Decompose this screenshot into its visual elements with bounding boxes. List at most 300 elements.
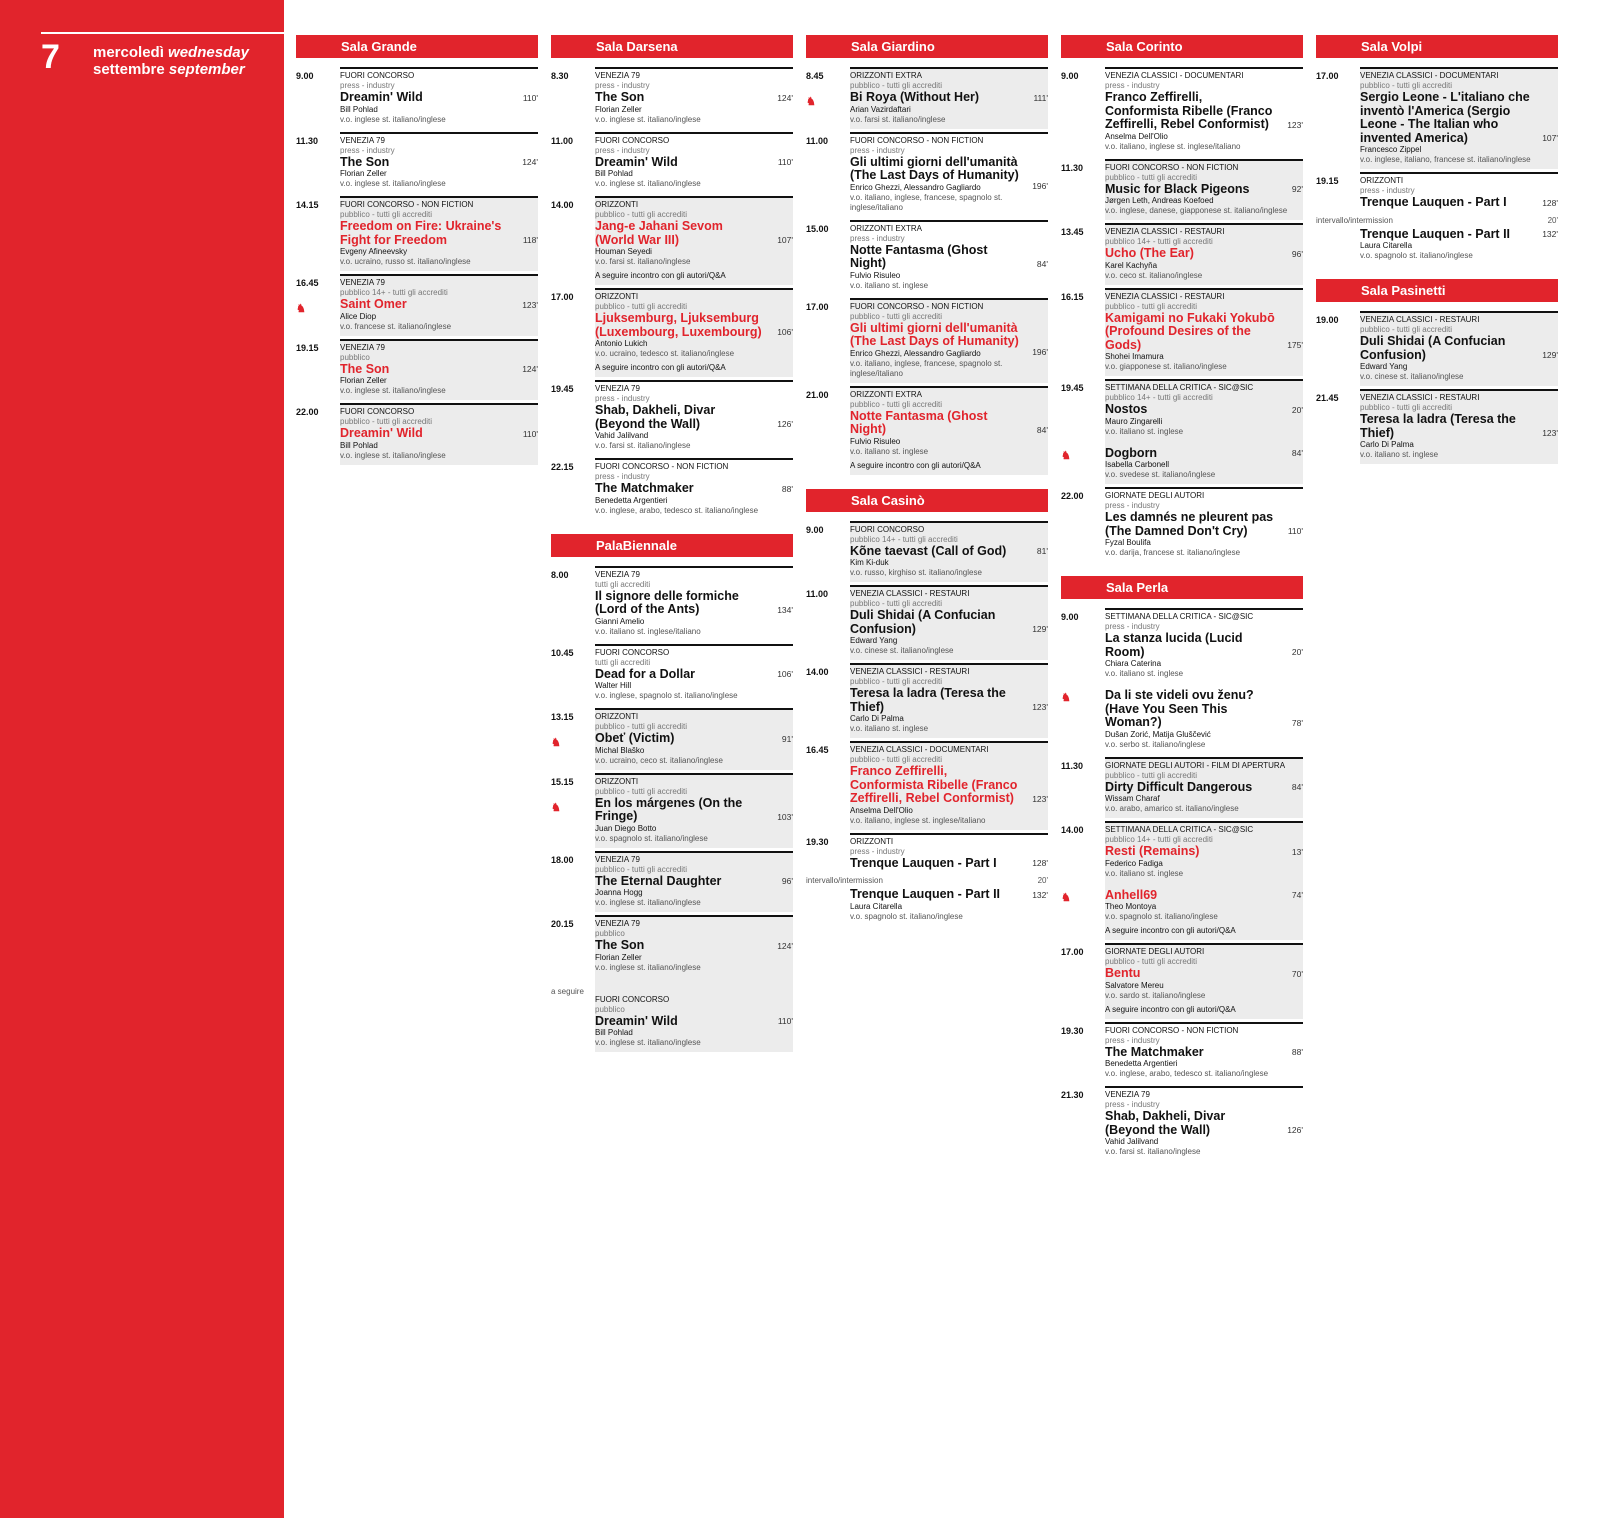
film-duration: 74' xyxy=(1291,890,1303,900)
film-language: v.o. italiano, inglese st. inglese/italiano xyxy=(1105,141,1241,151)
film-language: v.o. italiano st. inglese xyxy=(850,280,929,290)
film-director: Isabella Carbonell xyxy=(1105,460,1170,469)
screening-time: 11.30 xyxy=(1061,162,1084,173)
screening-time: 9.00 xyxy=(1061,612,1079,622)
film-duration: 196' xyxy=(1032,180,1048,191)
screening-time: 22.15 xyxy=(551,462,574,472)
film-title[interactable]: Dreamin' Wild xyxy=(595,154,678,169)
film-director: Florian Zeller xyxy=(340,169,387,178)
film-duration: 123' xyxy=(1032,793,1048,804)
venue-header: Sala Casinò xyxy=(806,489,1048,512)
film-language: v.o. farsi st. italiano/inglese xyxy=(595,257,691,266)
film-title[interactable]: Duli Shidai (A Confucian Confusion) xyxy=(850,608,996,636)
screening-time: 21.30 xyxy=(1061,1090,1084,1100)
screening[interactable] xyxy=(1061,288,1303,377)
screening[interactable] xyxy=(806,132,1048,217)
film-title[interactable]: Dreamin' Wild xyxy=(595,1013,678,1028)
screening-body xyxy=(595,773,793,848)
film-language: v.o. cinese st. italiano/inglese xyxy=(1360,372,1464,381)
venue-block xyxy=(1316,35,1558,265)
leone-icon: ♞ xyxy=(1061,449,1071,462)
screening-time: 17.00 xyxy=(1316,71,1339,81)
film-language: v.o. farsi st. italiano/inglese xyxy=(595,441,691,450)
screening-time: 8.30 xyxy=(551,71,569,81)
screening-time: 8.45 xyxy=(806,71,824,81)
film-title[interactable]: Ljuksemburg, Ljuksemburg (Luxembourg, Luxembourg) xyxy=(595,311,762,339)
screening[interactable] xyxy=(296,274,538,336)
screening[interactable] xyxy=(806,585,1048,660)
screening-body xyxy=(1105,757,1303,819)
section-label: FUORI CONCORSO - NON FICTION xyxy=(340,200,474,209)
access-label: tutti gli accrediti xyxy=(595,657,651,667)
screening[interactable] xyxy=(1316,389,1558,464)
film-title[interactable]: Trenque Lauquen - Part II xyxy=(1360,226,1511,241)
film-duration: 111' xyxy=(1033,92,1048,103)
film-title[interactable]: La stanza lucida (Lucid Room) xyxy=(1105,631,1243,659)
section-label: VENEZIA 79 xyxy=(595,384,640,393)
film-title[interactable]: Dreamin' Wild xyxy=(340,90,423,104)
screening[interactable] xyxy=(1316,311,1558,386)
screening[interactable] xyxy=(1316,67,1558,169)
screening-body xyxy=(595,288,793,377)
film-title[interactable]: Kõne taevast (Call of God) xyxy=(850,543,1007,558)
venue-block xyxy=(296,35,538,465)
film-director: Kim Ki-duk xyxy=(850,558,889,567)
film-language: v.o. italiano st. inglese xyxy=(1360,450,1439,459)
screening-time: 19.15 xyxy=(296,342,319,353)
screening[interactable] xyxy=(1061,943,1303,1019)
film-director: Chiara Caterina xyxy=(1105,659,1162,668)
film-language: v.o. spagnolo st. italiano/inglese xyxy=(850,911,963,921)
film-duration: 124' xyxy=(522,157,538,167)
screening[interactable] xyxy=(296,403,538,465)
film-title[interactable]: Kamigami no Fukaki Yokubō (Profound Desires of the Gods) xyxy=(1105,310,1275,352)
screening[interactable] xyxy=(296,132,538,194)
film-language: v.o. inglese st. italiano/inglese xyxy=(340,450,446,460)
film-title[interactable]: Dirty Difficult Dangerous xyxy=(1105,779,1253,794)
screening-body xyxy=(595,380,793,455)
screening-time: 13.15 xyxy=(551,712,574,722)
film-language: v.o. inglese st. italiano/inglese xyxy=(595,114,701,124)
intermission-duration: 20' xyxy=(1037,876,1048,885)
film-title[interactable]: Trenque Lauquen - Part II xyxy=(850,887,1001,901)
film-language: v.o. francese st. italiano/inglese xyxy=(340,321,452,331)
film-director: Florian Zeller xyxy=(595,952,642,962)
film-director: Enrico Ghezzi, Alessandro Gagliardo xyxy=(850,348,981,358)
film-language: v.o. farsi st. italiano/inglese xyxy=(850,114,946,124)
film-duration: 123' xyxy=(522,299,538,310)
film-title[interactable]: Duli Shidai (A Confucian Confusion) xyxy=(1360,334,1506,362)
film-entry xyxy=(551,986,793,1049)
intermission xyxy=(806,876,1048,885)
film-language: v.o. farsi st. italiano/inglese xyxy=(1105,1147,1201,1156)
screening-note: A seguire incontro con gli autori/Q&A xyxy=(595,363,726,372)
access-label: pubblico - tutti gli accrediti xyxy=(850,81,943,90)
screening[interactable] xyxy=(551,708,793,770)
film-title[interactable]: Saint Omer xyxy=(340,297,407,311)
access-label: pubblico - tutti gli accrediti xyxy=(1360,81,1453,90)
film-title[interactable]: Resti (Remains) xyxy=(1105,844,1200,858)
section-label: FUORI CONCORSO xyxy=(595,994,670,1004)
film-duration: 84' xyxy=(1036,258,1048,269)
film-entry xyxy=(595,590,793,637)
screening-time: 10.45 xyxy=(551,647,574,658)
film-language: v.o. inglese st. italiano/inglese xyxy=(340,114,446,124)
screening[interactable] xyxy=(1316,172,1558,265)
screening[interactable] xyxy=(551,566,793,641)
film-entry xyxy=(1360,413,1558,460)
film-duration: 123' xyxy=(1287,119,1303,130)
film-title[interactable]: The Son xyxy=(340,154,390,169)
screening[interactable] xyxy=(296,196,538,271)
screening[interactable] xyxy=(551,773,793,848)
film-language: v.o. russo, kirghiso st. italiano/inglese xyxy=(850,568,982,577)
access-label: pubblico - tutti gli accrediti xyxy=(850,399,943,409)
section-label: GIORNATE DEGLI AUTORI xyxy=(1105,947,1205,956)
film-title[interactable]: Sergio Leone - L'italiano che inventò l'America (Sergio Leone - The Italian who invented America) xyxy=(1360,90,1530,145)
film-director: Juan Diego Botto xyxy=(595,823,657,833)
screening-time: 19.30 xyxy=(1061,1025,1084,1036)
film-title[interactable]: Dreamin' Wild xyxy=(340,426,423,440)
film-language: v.o. italiano st. inglese xyxy=(1105,669,1184,678)
access-label: pubblico - tutti gli accrediti xyxy=(850,755,943,764)
film-duration: 110' xyxy=(777,157,793,167)
screening[interactable] xyxy=(1061,1086,1303,1161)
film-director: Gianni Amelio xyxy=(595,616,645,626)
section-label: FUORI CONCORSO - NON FICTION xyxy=(1105,1025,1239,1035)
screening-body xyxy=(595,851,793,913)
screening[interactable] xyxy=(551,196,793,285)
film-title[interactable]: The Son xyxy=(595,90,645,104)
film-title[interactable]: Franco Zeffirelli, Conformista Ribelle (Franco Zeffirelli, Rebel Conformist) xyxy=(1105,90,1273,131)
screening[interactable] xyxy=(296,339,538,401)
film-entry xyxy=(850,687,1048,734)
film-entry xyxy=(806,876,1048,922)
screening[interactable] xyxy=(806,298,1048,383)
screening-body xyxy=(1105,67,1303,156)
screening[interactable] xyxy=(1061,757,1303,819)
month-it: settembre xyxy=(93,61,165,78)
screening[interactable] xyxy=(806,741,1048,830)
screening[interactable] xyxy=(551,67,793,129)
film-title[interactable]: The Eternal Daughter xyxy=(595,873,722,888)
film-entry xyxy=(595,220,793,267)
access-label: press - industry xyxy=(340,145,395,155)
film-director: Houman Seyedi xyxy=(595,247,652,256)
screening-time: 21.45 xyxy=(1316,393,1339,403)
screening-time: 15.15 xyxy=(551,776,574,787)
access-label: press - industry xyxy=(1105,501,1160,510)
access-label: pubblico - tutti gli accrediti xyxy=(1360,403,1453,412)
screening[interactable] xyxy=(551,288,793,377)
film-entry xyxy=(1360,91,1558,165)
screening[interactable] xyxy=(1061,379,1303,484)
film-duration: 88' xyxy=(1291,1047,1303,1057)
screening[interactable] xyxy=(1061,487,1303,562)
screening-time: 16.45 xyxy=(806,745,829,755)
access-label: pubblico xyxy=(595,1004,625,1014)
access-label: pubblico - tutti gli accrediti xyxy=(595,722,688,731)
film-title[interactable]: Shab, Dakheli, Divar (Beyond the Wall) xyxy=(1105,1109,1226,1137)
access-label: pubblico 14+ - tutti gli accrediti xyxy=(1105,393,1213,402)
film-title[interactable]: Freedom on Fire: Ukraine's Fight for Freedom xyxy=(340,219,502,247)
film-entry xyxy=(1105,312,1303,373)
film-title[interactable]: The Matchmaker xyxy=(1105,1044,1204,1059)
access-label: pubblico - tutti gli accrediti xyxy=(340,417,433,426)
screening[interactable] xyxy=(1061,821,1303,940)
film-title[interactable]: Les damnés ne pleurent pas (The Damned Don't Cry) xyxy=(1105,510,1274,538)
section-label: FUORI CONCORSO xyxy=(850,524,925,534)
film-title[interactable]: Nostos xyxy=(1105,402,1148,416)
film-director: Shohei Imamura xyxy=(1105,352,1164,361)
section-label: VENEZIA CLASSICI - DOCUMENTARI xyxy=(1360,71,1499,80)
intermission-label: intervallo/intermission xyxy=(1316,215,1393,225)
film-entry xyxy=(340,220,538,267)
film-language: v.o. inglese, arabo, tedesco st. italiano/inglese xyxy=(1105,1069,1269,1078)
screening-time: 19.00 xyxy=(1316,315,1339,325)
access-label: pubblico - tutti gli accrediti xyxy=(1105,301,1198,311)
access-label: press - industry xyxy=(850,145,905,155)
film-entry xyxy=(595,732,793,766)
film-duration: 81' xyxy=(1036,546,1048,556)
section-label: FUORI CONCORSO xyxy=(595,647,670,657)
film-entry xyxy=(850,410,1048,457)
screening[interactable] xyxy=(551,380,793,455)
film-title[interactable]: Gli ultimi giorni dell'umanità (The Last Days of Humanity) xyxy=(850,154,1019,182)
screening[interactable] xyxy=(551,644,793,706)
screening[interactable] xyxy=(551,851,793,913)
day-sidebar xyxy=(0,0,284,1518)
film-title[interactable]: Ucho (The Ear) xyxy=(1105,246,1194,260)
film-title[interactable]: Music for Black Pigeons xyxy=(1105,181,1250,196)
film-duration: 196' xyxy=(1032,346,1048,357)
film-entry xyxy=(850,765,1048,826)
film-entry xyxy=(1105,967,1303,1001)
film-title[interactable]: Shab, Dakheli, Divar (Beyond the Wall) xyxy=(595,403,716,431)
screening-body xyxy=(595,67,793,129)
section-label: GIORNATE DEGLI AUTORI - FILM DI APERTURA xyxy=(1105,760,1286,770)
film-language: v.o. ucraino, tedesco st. italiano/inglese xyxy=(595,349,735,358)
schedule-column xyxy=(806,35,1048,929)
section-label: ORIZZONTI EXTRA xyxy=(850,71,922,80)
film-director: Walter Hill xyxy=(595,681,632,690)
film-duration: 132' xyxy=(1542,229,1558,239)
access-label: pubblico - tutti gli accrediti xyxy=(595,302,688,311)
access-label: pubblico - tutti gli accrediti xyxy=(1105,770,1198,780)
screening-time: 13.45 xyxy=(1061,227,1084,237)
weekday-en: wednesday xyxy=(168,44,249,61)
section-label: VENEZIA 79 xyxy=(340,278,385,287)
film-title[interactable]: Gli ultimi giorni dell'umanità (The Last Days of Humanity) xyxy=(850,320,1019,348)
film-duration: 129' xyxy=(1032,624,1048,634)
screening[interactable] xyxy=(1061,608,1303,754)
screening-time: 20.15 xyxy=(551,919,574,929)
film-title[interactable]: The Matchmaker xyxy=(595,481,694,495)
film-director: Fulvio Risuleo xyxy=(850,270,901,280)
section-label: VENEZIA CLASSICI - RESTAURI xyxy=(1360,393,1480,402)
screening-body xyxy=(850,585,1048,660)
film-language: v.o. italiano, inglese, francese, spagnolo st. inglese/italiano xyxy=(850,192,1003,212)
film-duration: 124' xyxy=(522,364,538,374)
film-duration: 110' xyxy=(522,92,538,103)
section-label: SETTIMANA DELLA CRITICA - SIC@SIC xyxy=(1105,825,1254,834)
schedule-column xyxy=(551,35,793,1055)
film-language: v.o. giapponese st. italiano/inglese xyxy=(1105,362,1227,371)
film-language: v.o. ucraino, russo st. italiano/inglese xyxy=(340,257,471,266)
screening[interactable] xyxy=(296,67,538,129)
section-label: FUORI CONCORSO - NON FICTION xyxy=(850,301,984,311)
film-language: v.o. inglese, danese, giapponese st. italiano/inglese xyxy=(1105,206,1288,215)
section-label: FUORI CONCORSO xyxy=(340,71,415,80)
section-label: FUORI CONCORSO - NON FICTION xyxy=(850,135,984,145)
screening-time: 9.00 xyxy=(296,71,314,81)
section-label: VENEZIA CLASSICI - DOCUMENTARI xyxy=(850,745,989,754)
film-duration: 110' xyxy=(777,1016,793,1026)
film-title[interactable]: En los márgenes (On the Fringe) xyxy=(595,795,743,823)
section-label: VENEZIA 79 xyxy=(595,569,640,579)
film-title[interactable]: Dogborn xyxy=(1105,445,1158,460)
film-entry xyxy=(340,363,538,397)
film-title[interactable]: Trenque Lauquen - Part I xyxy=(1360,195,1507,209)
screening[interactable] xyxy=(1061,1022,1303,1084)
screening-body xyxy=(850,521,1048,583)
venue-header: Sala Darsena xyxy=(551,35,793,58)
access-label: press - industry xyxy=(595,394,650,403)
film-language: v.o. inglese st. italiano/inglese xyxy=(595,1038,701,1047)
film-language: v.o. cinese st. italiano/inglese xyxy=(850,646,954,655)
film-entry xyxy=(1105,91,1303,152)
film-title[interactable]: Bi Roya (Without Her) xyxy=(850,90,980,104)
film-duration: 92' xyxy=(1291,184,1303,194)
film-language: v.o. sardo st. italiano/inglese xyxy=(1105,990,1206,1000)
screening-body xyxy=(595,132,793,194)
film-language: v.o. italiano st. inglese xyxy=(1105,426,1184,436)
venue-header: Sala Perla xyxy=(1061,576,1303,599)
screening-body xyxy=(340,132,538,194)
screening-body xyxy=(850,663,1048,738)
film-title[interactable]: Dead for a Dollar xyxy=(595,666,696,681)
screening-time: 22.00 xyxy=(296,407,319,417)
screening-body xyxy=(850,298,1048,383)
access-label: pubblico - tutti gli accrediti xyxy=(850,311,943,321)
section-label: VENEZIA CLASSICI - RESTAURI xyxy=(1105,227,1225,236)
access-label: pubblico - tutti gli accrediti xyxy=(340,210,433,219)
film-duration: 20' xyxy=(1291,647,1303,657)
film-language: v.o. italiano st. inglese/italiano xyxy=(595,626,701,636)
film-title[interactable]: Notte Fantasma (Ghost Night) xyxy=(850,408,988,436)
film-title[interactable]: Trenque Lauquen - Part I xyxy=(850,855,997,870)
film-entry xyxy=(1105,1110,1303,1157)
film-title[interactable]: Da li ste videli ovu ženu? (Have You Seen This Woman?) xyxy=(1105,688,1254,729)
film-director: Benedetta Argentieri xyxy=(595,495,668,505)
screening[interactable] xyxy=(806,220,1048,295)
venue-header: PalaBiennale xyxy=(551,534,793,557)
film-title[interactable]: The Son xyxy=(595,938,645,952)
film-title[interactable]: Bentu xyxy=(1105,966,1141,980)
film-director: Enrico Ghezzi, Alessandro Gagliardo xyxy=(850,182,981,192)
screening[interactable] xyxy=(1061,67,1303,156)
day-number: 7 xyxy=(41,38,60,76)
screening[interactable] xyxy=(1061,223,1303,285)
access-label: pubblico - tutti gli accrediti xyxy=(1105,957,1198,966)
section-label: FUORI CONCORSO xyxy=(595,135,670,145)
screening-body xyxy=(340,67,538,129)
film-entry xyxy=(1360,335,1558,382)
screening-time: 9.00 xyxy=(1061,71,1079,81)
screening-note: A seguire incontro con gli autori/Q&A xyxy=(1105,926,1236,935)
section-label: FUORI CONCORSO - NON FICTION xyxy=(595,462,729,471)
access-label: pubblico - tutti gli accrediti xyxy=(850,599,943,608)
screening-body xyxy=(595,566,793,641)
film-language: v.o. inglese st. italiano/inglese xyxy=(595,962,701,972)
film-language: v.o. italiano, inglese, francese, spagnolo st. inglese/italiano xyxy=(850,358,1003,378)
intermission xyxy=(1316,216,1558,225)
film-duration: 126' xyxy=(1287,1125,1303,1135)
film-language: v.o. serbo st. italiano/inglese xyxy=(1105,739,1206,749)
film-title[interactable]: Obeť (Victim) xyxy=(595,731,675,745)
film-title[interactable]: Notte Fantasma (Ghost Night) xyxy=(850,242,988,270)
intermission-duration: 20' xyxy=(1547,215,1558,225)
film-director: Antonio Lukich xyxy=(595,339,648,348)
venue-block xyxy=(551,534,793,1053)
film-title[interactable]: The Son xyxy=(340,361,390,376)
film-title[interactable]: Franco Zeffirelli, Conformista Ribelle (Franco Zeffirelli, Rebel Conformist) xyxy=(850,764,1018,805)
venue-header: Sala Giardino xyxy=(806,35,1048,58)
film-language: v.o. inglese st. italiano/inglese xyxy=(340,179,446,188)
venue-block xyxy=(551,35,793,520)
screening-body xyxy=(595,196,793,285)
screening[interactable] xyxy=(551,915,793,1052)
film-title[interactable]: Teresa la ladra (Teresa the Thief) xyxy=(850,686,1006,714)
screening-time: 14.00 xyxy=(1061,825,1084,835)
screening[interactable] xyxy=(806,833,1048,926)
section-label: ORIZZONTI EXTRA xyxy=(850,389,922,399)
film-title[interactable]: Jang-e Jahani Sevom (World War III) xyxy=(595,219,723,247)
film-entry xyxy=(595,875,793,909)
screening[interactable] xyxy=(551,132,793,194)
section-label: FUORI CONCORSO - NON FICTION xyxy=(1105,162,1239,172)
screening-body xyxy=(595,458,793,520)
film-title[interactable]: Il signore delle formiche (Lord of the Ants) xyxy=(595,588,739,616)
film-duration: 96' xyxy=(781,876,793,886)
access-label: pubblico - tutti gli accrediti xyxy=(595,210,688,219)
screening[interactable] xyxy=(806,663,1048,738)
film-director: Benedetta Argentieri xyxy=(1105,1059,1178,1068)
screening[interactable] xyxy=(806,67,1048,129)
film-director: Karel Kachyňa xyxy=(1105,260,1158,270)
film-entry xyxy=(1105,403,1303,437)
venue-header: Sala Grande xyxy=(296,35,538,58)
film-director: Fulvio Risuleo xyxy=(850,436,901,446)
film-title[interactable]: Teresa la ladra (Teresa the Thief) xyxy=(1360,412,1516,440)
screening[interactable] xyxy=(806,521,1048,583)
access-label: pubblico xyxy=(340,352,370,362)
film-title[interactable]: Anhell69 xyxy=(1105,887,1158,902)
screening-body xyxy=(1105,943,1303,1019)
film-director: Francesco Zippel xyxy=(1360,145,1422,154)
screening-time: 19.45 xyxy=(551,384,574,394)
section-label: VENEZIA CLASSICI - RESTAURI xyxy=(1360,315,1480,324)
screening-note: A seguire incontro con gli autori/Q&A xyxy=(595,271,726,280)
film-director: Laura Citarella xyxy=(850,901,903,911)
film-duration: 107' xyxy=(777,235,793,245)
screening[interactable] xyxy=(551,458,793,520)
screening[interactable] xyxy=(1061,159,1303,221)
film-duration: 118' xyxy=(522,235,538,245)
screening-body xyxy=(1105,223,1303,285)
screening[interactable] xyxy=(806,386,1048,475)
film-duration: 123' xyxy=(1542,428,1558,438)
